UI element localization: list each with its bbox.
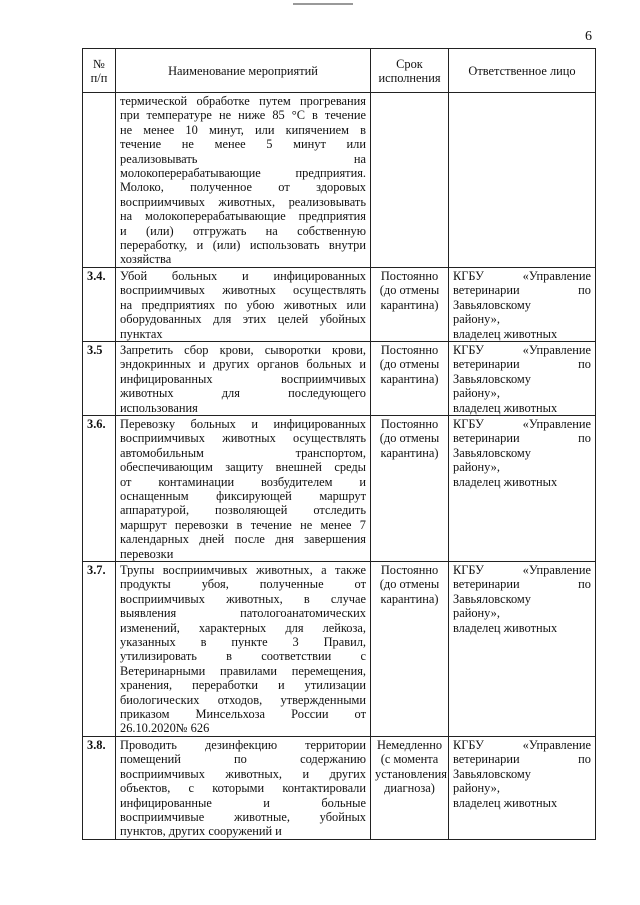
row-description-line: восприимчивых животных, и других [120, 766, 366, 781]
row-responsible-line: Завьяловскому [453, 766, 531, 781]
row-responsible [449, 415, 596, 561]
row-description-line: эндокринных и других органов больных и [120, 357, 366, 372]
continued-description-line: Молоко, полученное от здоровых [120, 180, 366, 195]
row-description-line: Проводить дезинфекцию территории [120, 737, 366, 752]
row-number: 3.6. [83, 415, 116, 561]
row-responsible-line: Завьяловскому [453, 371, 531, 386]
row-description-line: животных для последующего [120, 386, 366, 401]
row-description-line: Трупы восприимчивых животных, а также [120, 563, 366, 577]
continued-description-line: не менее 10 минут, или кипячением в [120, 122, 366, 137]
row-description-line: инфицированные и больные [120, 795, 366, 810]
row-term [371, 415, 449, 561]
row-responsible-line: ветеринарии по [453, 431, 591, 446]
row-responsible-line: району», [453, 781, 500, 796]
row-term [371, 562, 449, 737]
row-responsible-line: владелец животных [453, 400, 558, 415]
row-description-line: пунктов, других сооружений и [120, 824, 282, 839]
header-term-line-1: Срок [396, 56, 423, 71]
row-description [116, 562, 371, 737]
table-row [83, 562, 596, 737]
continued-description-line: восприимчивых животных, реализовывать [120, 194, 366, 209]
table-row [83, 415, 596, 561]
continued-description-line: и (или) отгружать на собственную [120, 223, 366, 238]
row-term-line: Постоянно [380, 268, 439, 283]
row-description-line: инфицированных восприимчивых [120, 371, 366, 386]
row-description-line: автомобильным транспортом, [120, 445, 366, 460]
continued-description-line: при температуре не ниже 85 °С в течение [120, 108, 366, 123]
header-num-line-1: № [93, 56, 105, 71]
row-description-line: утилизировать в соответствии с [120, 649, 366, 664]
continued-description-line: хозяйства [120, 252, 172, 267]
header-term-line-2: исполнения [378, 70, 441, 85]
row-description-line: от контаминации возбудителем и [120, 474, 366, 489]
row-responsible-line: КГБУ «Управление [453, 563, 591, 577]
table-row [83, 341, 596, 415]
row-responsible [449, 341, 596, 415]
row-description-line: изменений, характерных для лейкоза, [120, 620, 366, 635]
row-responsible-line: Завьяловскому [453, 297, 531, 312]
row-term-line: Постоянно [380, 342, 439, 357]
row-description-line: Перевозку больных и инфицированных [120, 416, 366, 431]
row-description-line: на предприятиях по убою животных или [120, 297, 366, 312]
row-description [116, 415, 371, 561]
row-responsible [449, 267, 596, 341]
row-description-line: восприимчивые животные, убойных [120, 809, 366, 824]
row-responsible-line: Завьяловскому [453, 591, 531, 606]
row-description-line: хранения, переработки и утилизации [120, 678, 366, 693]
row-description-line: 26.10.2020№ 626 [120, 721, 210, 736]
header-num-line-2: п/п [90, 70, 108, 85]
row-description-line: продукты убоя, полученные от [120, 577, 366, 592]
row-description [116, 267, 371, 341]
row-description-line: биологических отходов, утвержденными [120, 692, 366, 707]
row-responsible-line: КГБУ «Управление [453, 342, 591, 357]
row-responsible [449, 736, 596, 839]
row-term-line: карантина) [380, 371, 439, 386]
row-term-line: диагноза) [384, 781, 435, 796]
row-term-line: карантина) [380, 445, 439, 460]
row-description-line: перевозки [120, 546, 174, 561]
continued-description-line: переработку, и (или) использовать внутри [120, 238, 366, 253]
row-description-line: использования [120, 400, 198, 415]
row-description-line: пунктах [120, 326, 163, 341]
row-description-line: указанных в пункте 3 Правил, [120, 635, 366, 650]
row-term-cell [371, 93, 449, 268]
row-description-line: восприимчивых животных осуществлять [120, 431, 366, 446]
header-resp: Ответственное лицо [449, 49, 596, 93]
row-responsible-line: владелец животных [453, 620, 558, 635]
row-responsible-line: ветеринарии по [453, 752, 591, 767]
row-term-line: установления [375, 766, 447, 781]
continued-description-line: реализовывать на [120, 151, 366, 166]
row-responsible-line: ветеринарии по [453, 577, 591, 592]
row-number: 3.4. [83, 267, 116, 341]
row-description-line: оборудованных для этих целей убойных [120, 312, 366, 327]
row-description [116, 736, 371, 839]
row-term-line: (до отмены [379, 357, 440, 372]
row-responsible-line: владелец животных [453, 795, 558, 810]
row-term-line: Немедленно [376, 737, 443, 752]
row-term-line: Постоянно [380, 563, 439, 577]
row-description-line: восприимчивых животных, в случае [120, 591, 366, 606]
row-term-line: (до отмены [379, 431, 440, 446]
row-number: 3.7. [83, 562, 116, 737]
row-responsible-line: Завьяловскому [453, 445, 531, 460]
header-name: Наименование мероприятий [116, 49, 371, 93]
row-term [371, 341, 449, 415]
row-number: 3.5 [83, 341, 116, 415]
row-term-line: (с момента [380, 752, 439, 767]
row-responsible-line: владелец животных [453, 326, 558, 341]
row-responsible-line: району», [453, 386, 500, 401]
row-description-line: приказом Минсельхоза России от [120, 707, 366, 722]
row-description-line: объектов, с которыми контактировали [120, 781, 366, 796]
table-row-continued [83, 93, 596, 268]
row-term-line: карантина) [380, 297, 439, 312]
row-description-line: выявления патологоанатомических [120, 606, 366, 621]
measures-table [82, 48, 596, 840]
row-responsible-line: району», [453, 312, 500, 327]
continued-description-line: на молокоперерабатывающие предприятия [120, 209, 366, 224]
row-number: 3.8. [83, 736, 116, 839]
row-term [371, 267, 449, 341]
continued-description-line: термической обработке путем прогревания [120, 94, 366, 108]
row-responsible-line: владелец животных [453, 474, 558, 489]
row-description-line: обеспечивающим защиту внешней среды [120, 460, 366, 475]
continued-description-line: молокоперерабатывающие предприятия. [120, 166, 366, 181]
row-term-line: Постоянно [380, 416, 439, 431]
row-num-cell [83, 93, 116, 268]
page-number: 6 [585, 29, 592, 44]
row-description-cell [116, 93, 371, 268]
row-responsible-line: району», [453, 460, 500, 475]
header-term [371, 49, 449, 93]
row-responsible-line: ветеринарии по [453, 357, 591, 372]
table-header-row [83, 49, 596, 93]
row-responsible-line: КГБУ «Управление [453, 737, 591, 752]
row-term-line: карантина) [380, 591, 439, 606]
row-term-line: (до отмены [379, 577, 440, 592]
continued-description-line: течение не менее 5 минут или [120, 137, 366, 152]
row-description-line: восприимчивых животных осуществлять [120, 283, 366, 298]
row-description-line: Ветеринарными правилами перемещения, [120, 663, 366, 678]
row-description-line: Запретить сбор крови, сыворотки крови, [120, 342, 366, 357]
row-description-line: аппаратурой, позволяющей отследить [120, 503, 366, 518]
row-term-line: (до отмены [379, 283, 440, 298]
row-description [116, 341, 371, 415]
row-description-line: маршрут перевозки в течение не менее 7 [120, 517, 366, 532]
row-description-line: помещений по содержанию [120, 752, 366, 767]
row-responsible-line: ветеринарии по [453, 283, 591, 298]
row-responsible [449, 562, 596, 737]
row-resp-cell [449, 93, 596, 268]
row-description-line: Убой больных и инфицированных [120, 268, 366, 283]
row-responsible-line: КГБУ «Управление [453, 268, 591, 283]
header-num [83, 49, 116, 93]
top-scan-mark [293, 3, 353, 5]
row-responsible-line: КГБУ «Управление [453, 416, 591, 431]
row-responsible-line: району», [453, 606, 500, 621]
table-row [83, 267, 596, 341]
row-description-line: оснащенным фиксирующей маршрут [120, 488, 366, 503]
table-row [83, 736, 596, 839]
row-description-line: календарных дней после дня завершения [120, 532, 366, 547]
row-term [371, 736, 449, 839]
